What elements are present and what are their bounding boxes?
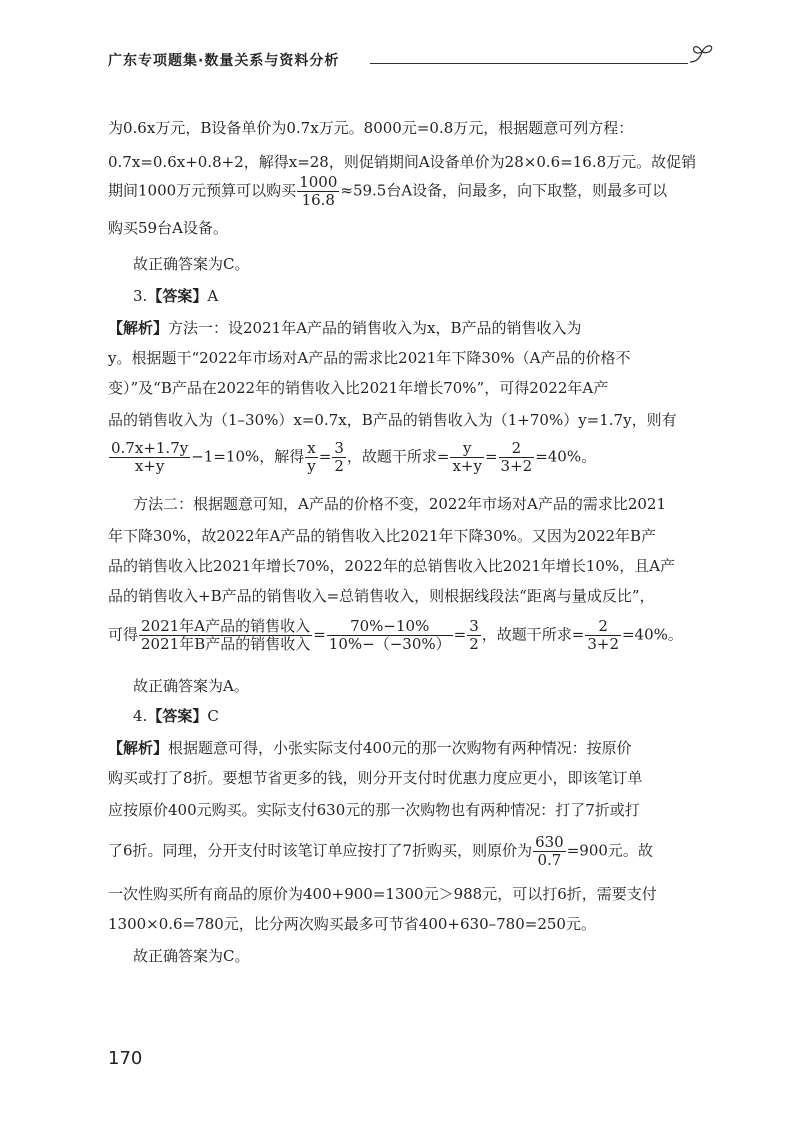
- fraction-numerator: 2: [585, 618, 621, 636]
- text-line: 方法二：根据题意可知，A产品的价格不变，2022年市场对A产品的需求比2021: [133, 495, 667, 513]
- fraction-numerator: 630: [535, 833, 564, 851]
- text-line: 变）”及“B产品在2022年的销售收入比2021年增长70%”，可得2022年A产: [108, 379, 609, 397]
- fraction-numerator: 1000: [299, 173, 338, 191]
- running-header: [108, 50, 718, 74]
- text-line: 品的销售收入+B产品的销售收入=总销售收入，则根据线段法“距离与量成反比”，: [108, 587, 655, 605]
- analysis-line: [108, 738, 632, 758]
- answer-conclusion: 故正确答案为C。: [133, 947, 250, 965]
- equation-line: [108, 618, 683, 653]
- fraction: [332, 440, 346, 475]
- text-fragment: =: [313, 625, 326, 644]
- fraction-numerator: 2: [499, 440, 535, 458]
- text-line: 年下降30%，故2022年A产品的销售收入比2021年下降30%。又因为2022年B产: [108, 527, 657, 545]
- answer-value: A: [207, 287, 219, 305]
- text-fragment: 可得: [108, 625, 139, 644]
- fraction-denominator: 2: [334, 457, 344, 475]
- fraction: [327, 618, 453, 653]
- fraction: [499, 440, 535, 475]
- header-rule: [370, 63, 688, 64]
- text-line: 购买59台A设备。: [108, 219, 228, 237]
- fraction-numerator: y: [450, 440, 484, 458]
- fraction: [109, 440, 190, 475]
- question-answer-heading: [133, 706, 219, 726]
- text-line: 购买或打了8折。要想节省更多的钱，则分开支付时优惠力度应更小，即该笔订单: [108, 769, 643, 787]
- text-fragment: =: [484, 447, 498, 466]
- fraction: [533, 834, 566, 869]
- header-title: 广东专项题集·数量关系与资料分析: [108, 53, 340, 69]
- fraction-denominator: 0.7: [537, 851, 562, 869]
- fraction: [467, 618, 481, 653]
- text-fragment: 方法一：设2021年A产品的销售收入为x，B产品的销售收入为: [168, 319, 582, 337]
- fraction: [305, 440, 317, 475]
- fraction-numerator: 3: [334, 439, 344, 457]
- analysis-tag: 【解析】: [108, 739, 169, 757]
- answer-conclusion: 故正确答案为A。: [133, 677, 249, 695]
- sprout-icon: [686, 40, 718, 64]
- question-number: 3.: [133, 287, 148, 305]
- text-fragment: ≈59.5台A设备，问最多，向下取整，则最多可以: [340, 181, 668, 200]
- text-fragment: 了6折。同理，分开支付时该笔订单应按打了7折购买，则原价为: [108, 841, 533, 860]
- fraction-numerator: x: [305, 440, 317, 458]
- answer-tag: 【答案】: [147, 707, 208, 725]
- fraction-denominator: 10%−（−30%）: [328, 635, 451, 653]
- fraction-numerator: 2021年A产品的销售收入: [139, 618, 312, 636]
- text-fragment: ，故题干所求=: [481, 625, 585, 644]
- text-line: y。根据题干“2022年市场对A产品的需求比2021年下降30%（A产品的价格不: [108, 349, 631, 367]
- fraction-denominator: x+y: [452, 457, 482, 475]
- text-fragment: ，故题干所求=: [346, 447, 450, 466]
- fraction-denominator: 3+2: [587, 635, 619, 653]
- text-fragment: =900元。故: [566, 841, 653, 860]
- fraction-denominator: x+y: [134, 457, 165, 475]
- fraction-numerator: 0.7x+1.7y: [111, 439, 189, 457]
- question-answer-heading: [133, 286, 218, 306]
- answer-conclusion: 故正确答案为C。: [133, 255, 250, 273]
- fraction: [139, 618, 312, 653]
- fraction-numerator: 70%−10%: [327, 618, 453, 636]
- text-fragment: −1=10%，解得: [191, 447, 305, 466]
- text-fragment: =40%。: [535, 447, 597, 466]
- text-line: 0.7x=0.6x+0.8+2，解得x=28，则促销期间A设备单价为28×0.6=16.8万元。故促销: [108, 153, 697, 171]
- fraction-denominator: 2: [469, 635, 479, 653]
- text-line: 为0.6x万元，B设备单价为0.7x万元。8000元=0.8万元，根据题意可列方程：: [108, 119, 634, 137]
- answer-value: C: [207, 707, 219, 725]
- fraction: [450, 440, 484, 475]
- text-line-with-fraction: [108, 174, 667, 209]
- answer-tag: 【答案】: [147, 287, 208, 305]
- text-line: 1300×0.6=780元，比分两次购买最多可节省400+630–780=250元。: [108, 915, 596, 933]
- text-line: 品的销售收入为（1–30%）x=0.7x，B产品的销售收入为（1+70%）y=1.7y，则有: [108, 411, 677, 429]
- text-line: 一次性购买所有商品的原价为400+900=1300元＞988元，可以打6折，需要支付: [108, 885, 657, 903]
- fraction-denominator: 2021年B产品的销售收入: [141, 635, 311, 653]
- equation-line: [108, 440, 596, 475]
- text-fragment: 期间1000万元预算可以购买: [108, 181, 297, 200]
- fraction: [297, 174, 339, 209]
- text-fragment: =: [453, 625, 467, 644]
- question-number: 4.: [133, 707, 148, 725]
- text-line: 品的销售收入比2021年增长70%，2022年的总销售收入比2021年增长10%，且A产: [108, 557, 676, 575]
- text-line-with-fraction: [108, 834, 653, 869]
- fraction-denominator: y: [307, 457, 316, 475]
- text-fragment: =40%。: [621, 625, 683, 644]
- fraction-denominator: 16.8: [301, 191, 335, 209]
- analysis-line: [108, 318, 582, 338]
- fraction-numerator: 3: [469, 617, 479, 635]
- fraction: [585, 618, 621, 653]
- page-number: 170: [108, 1048, 143, 1069]
- text-fragment: 根据题意可得，小张实际支付400元的那一次购物有两种情况：按原价: [168, 739, 632, 757]
- text-line: 应按原价400元购买。实际支付630元的那一次购物也有两种情况：打了7折或打: [108, 801, 640, 819]
- text-fragment: =: [318, 447, 332, 466]
- analysis-tag: 【解析】: [108, 319, 169, 337]
- fraction-denominator: 3+2: [500, 457, 533, 475]
